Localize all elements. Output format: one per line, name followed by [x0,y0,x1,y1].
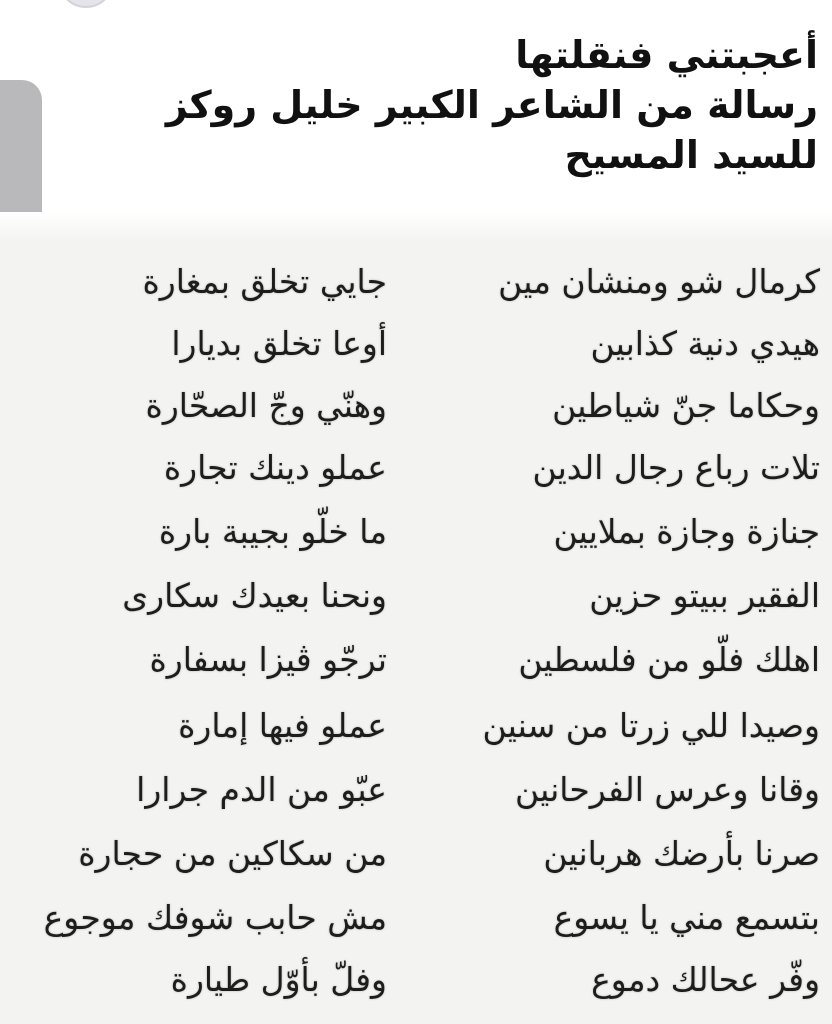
post-caption [118,30,818,180]
poem-image [0,212,832,1024]
caption-line-1: أعجبتني فنقلتها [515,33,818,77]
verse-first-half: وفّر عحالك دموع [591,960,820,999]
verse-first-half: وحكاما جنّ شياطين [552,386,820,425]
verse-second-half: ترجّو ڤيزا بسفارة [149,640,387,679]
verse-second-half: مش حابب شوفك موجوع [43,898,387,937]
verse-first-half: تلات رباع رجال الدين [532,448,820,487]
verse-first-half: هيدي دنية كذابين [590,324,820,363]
verse-second-half: عبّو من الدم جرارا [136,770,387,809]
verse-second-half: أوعا تخلق بديارا [171,324,387,363]
verse-second-half: جايي تخلق بمغارة [142,262,387,301]
verse-first-half: اهلك فلّو من فلسطين [518,640,820,679]
poem-verse [0,760,832,820]
poem-verse [0,314,832,374]
poem-verse [0,824,832,884]
verse-second-half: عملو دينك تجارة [163,448,387,487]
verse-first-half: بتسمع مني يا يسوع [553,898,820,937]
avatar [58,0,114,8]
verse-first-half: الفقير ببيتو حزين [589,576,820,615]
verse-second-half: ما خلّو بجيبة بارة [158,512,387,551]
poem-verse [0,438,832,498]
poem-verse [0,696,832,756]
verse-second-half: من سكاكين من حجارة [78,834,387,873]
caption-line-2: رسالة من الشاعر الكبير خليل روكز [165,83,818,127]
verse-first-half: وقانا وعرس الفرحانين [515,770,820,809]
verse-first-half: وصيدا للي زرتا من سنين [482,706,820,745]
verse-second-half: وفلّ بأوّل طيارة [170,960,387,999]
verse-second-half: ونحنا بعيدك سكارى [122,576,387,615]
poem-verse [0,630,832,690]
verse-first-half: جنازة وجازة بملايين [553,512,820,551]
poem-verse [0,252,832,312]
verse-first-half: كرمال شو ومنشان مين [498,262,820,301]
poem-verse [0,888,832,948]
verse-first-half: صرنا بأرضك هربانين [543,834,820,873]
verse-second-half: عملو فيها إمارة [178,706,387,745]
caption-line-3: للسيد المسيح [564,133,818,177]
poem-verse [0,950,832,1010]
poem-verse [0,376,832,436]
poem-verse [0,566,832,626]
poem-verse [0,502,832,562]
verse-second-half: وهنّي وجّ الصحّارة [145,386,387,425]
